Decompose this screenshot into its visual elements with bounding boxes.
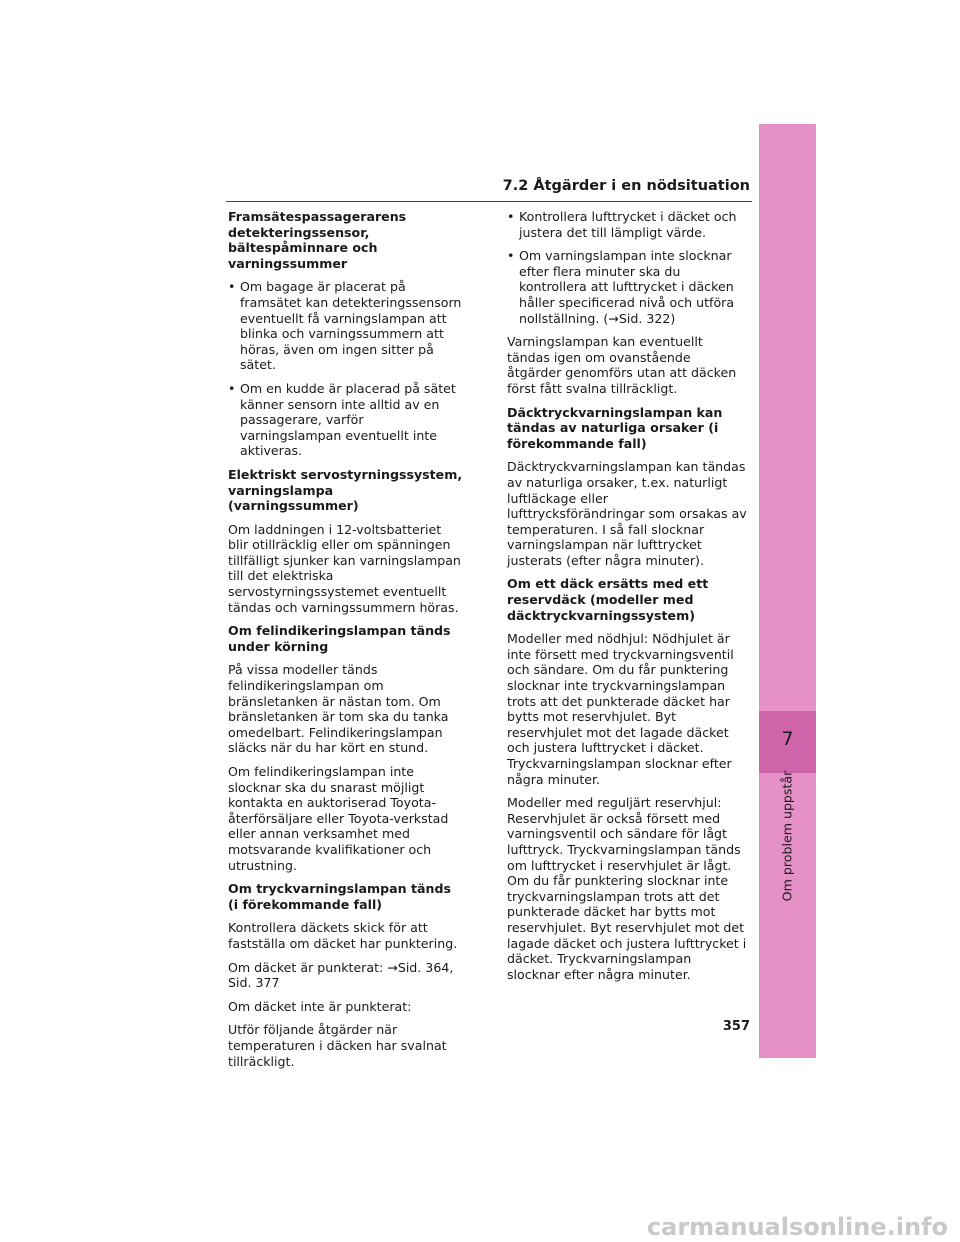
paragraph-power-steering: Om laddningen i 12-voltsbatteriet blir otillräcklig eller om spänningen tillfälligt sjunker kan varningslampan till det elektriska servostyrningssystemet eventuellt tändas och varningssummern höras. <box>228 521 461 615</box>
heading-natural-causes: Däcktryckvarningslampan kan tändas av naturliga orsaker (i förekommande fall) <box>507 404 723 451</box>
passenger-sensor-list <box>228 279 464 459</box>
tire-action-list <box>507 209 747 326</box>
bullet-reset: • Om varningslampan inte slocknar efter flera minuter ska du kontrollera att lufttrycket i däcken håller specificerad nivå och utföra nollställning. (→Sid. 322) <box>507 248 747 326</box>
paragraph-contact-dealer: Om felindikeringslampan inte slocknar ska du snarast möjligt kontakta en auktoriserad Toyota-återförsäljare eller Toyota-verkstad eller annan verksamhet med motsvarande kvalifikationer och utrustning. <box>228 764 449 873</box>
paragraph-fuel-tank: På vissa modeller tänds felindikeringslampan om bränsletanken är nästan tom. Om bränsletanken är tom ska du tanka omedelbart. Felindikeringslampan släcks när du har kört en stund. <box>228 662 449 756</box>
right-column <box>507 209 747 982</box>
bullet-bagage: • Om bagage är placerat på framsätet kan detekteringssensorn eventuellt få varningslampan att blinka och varningssummern att höras, även om ingen sitter på sätet. <box>228 279 464 373</box>
paragraph-natural-causes: Däcktryckvarningslampan kan tändas av naturliga orsaker, t.ex. naturligt luftläckage eller lufttrycksförändringar som orsakas av temperaturen. I så fall slocknar varningslampan när lufttrycket justerats (efter några minuter). <box>507 459 747 568</box>
paragraph-punctured: Om däcket är punkterat: →Sid. 364, Sid. 377 <box>228 959 454 991</box>
header-divider <box>226 201 752 202</box>
heading-tire-pressure-lamp: Om tryckvarningslampan tänds (i förekommande fall) <box>228 881 451 912</box>
heading-spare-tire: Om ett däck ersätts med ett reservdäck (modeller med däcktryckvarningssystem) <box>507 576 709 623</box>
bullet-check-pressure: • Kontrollera lufttrycket i däcket och justera det till lämpligt värde. <box>507 209 747 240</box>
section-header-title: 7.2 Åtgärder i en nödsituation <box>502 178 750 194</box>
heading-malfunction-lamp: Om felindikeringslampan tänds under körning <box>228 623 451 654</box>
paragraph-regular-spare: Modeller med reguljärt reservhjul: Reservhjulet är också försett med varningsventil och sändare för lågt lufttryck. Tryckvarningslampan tänds om lufttrycket i reservhjulet är lågt. Om du får punktering slocknar inte tryckvarningslampan trots att det punkterade däcket har bytts mot reservhjulet. Byt reservhjulet mot det lagade däcket och justera lufttrycket i däcket. Tryckvarningslampan slocknar efter några minuter. <box>507 795 747 982</box>
chapter-title: Om problem uppstår <box>779 770 795 902</box>
watermark: carmanualsonline.info <box>646 1213 948 1241</box>
paragraph-cooled-down: Utför följande åtgärder när temperaturen i däcken har svalnat tillräckligt. <box>228 1022 447 1069</box>
left-column <box>228 209 464 1069</box>
paragraph-not-punctured: Om däcket inte är punkterat: <box>228 998 412 1014</box>
heading-power-steering: Elektriskt servostyrningssystem, varningslampa (varningssummer) <box>228 466 463 514</box>
chapter-side-tab <box>759 124 816 1058</box>
paragraph-check-tire: Kontrollera däckets skick för att fastställa om däcket har punktering. <box>228 920 458 951</box>
bullet-kudde: • Om en kudde är placerad på sätet känner sensorn inte alltid av en passagerare, varför varningslampan eventuellt inte aktiveras. <box>228 381 464 459</box>
paragraph-emergency-wheel: Modeller med nödhjul: Nödhjulet är inte försett med tryckvarningsventil och sändare. Om du får punktering slocknar inte tryckvarningslampan trots att det punkterade däcket har bytts mot reservhjulet. Byt reservhjulet mot det lagade däcket och justera lufttrycket i däcket. Tryckvarningslampan slocknar efter några minuter. <box>507 631 734 787</box>
chapter-number: 7 <box>781 728 794 750</box>
page-number: 357 <box>722 1019 750 1034</box>
paragraph-lamp-relight: Varningslampan kan eventuellt tändas igen om ovanstående åtgärder genomförs utan att däcken först fått svalna tillräckligt. <box>507 334 737 396</box>
heading-passenger-sensor: Framsätespassagerarens detekteringssensor, bältespåminnare och varningssummer <box>228 209 407 271</box>
